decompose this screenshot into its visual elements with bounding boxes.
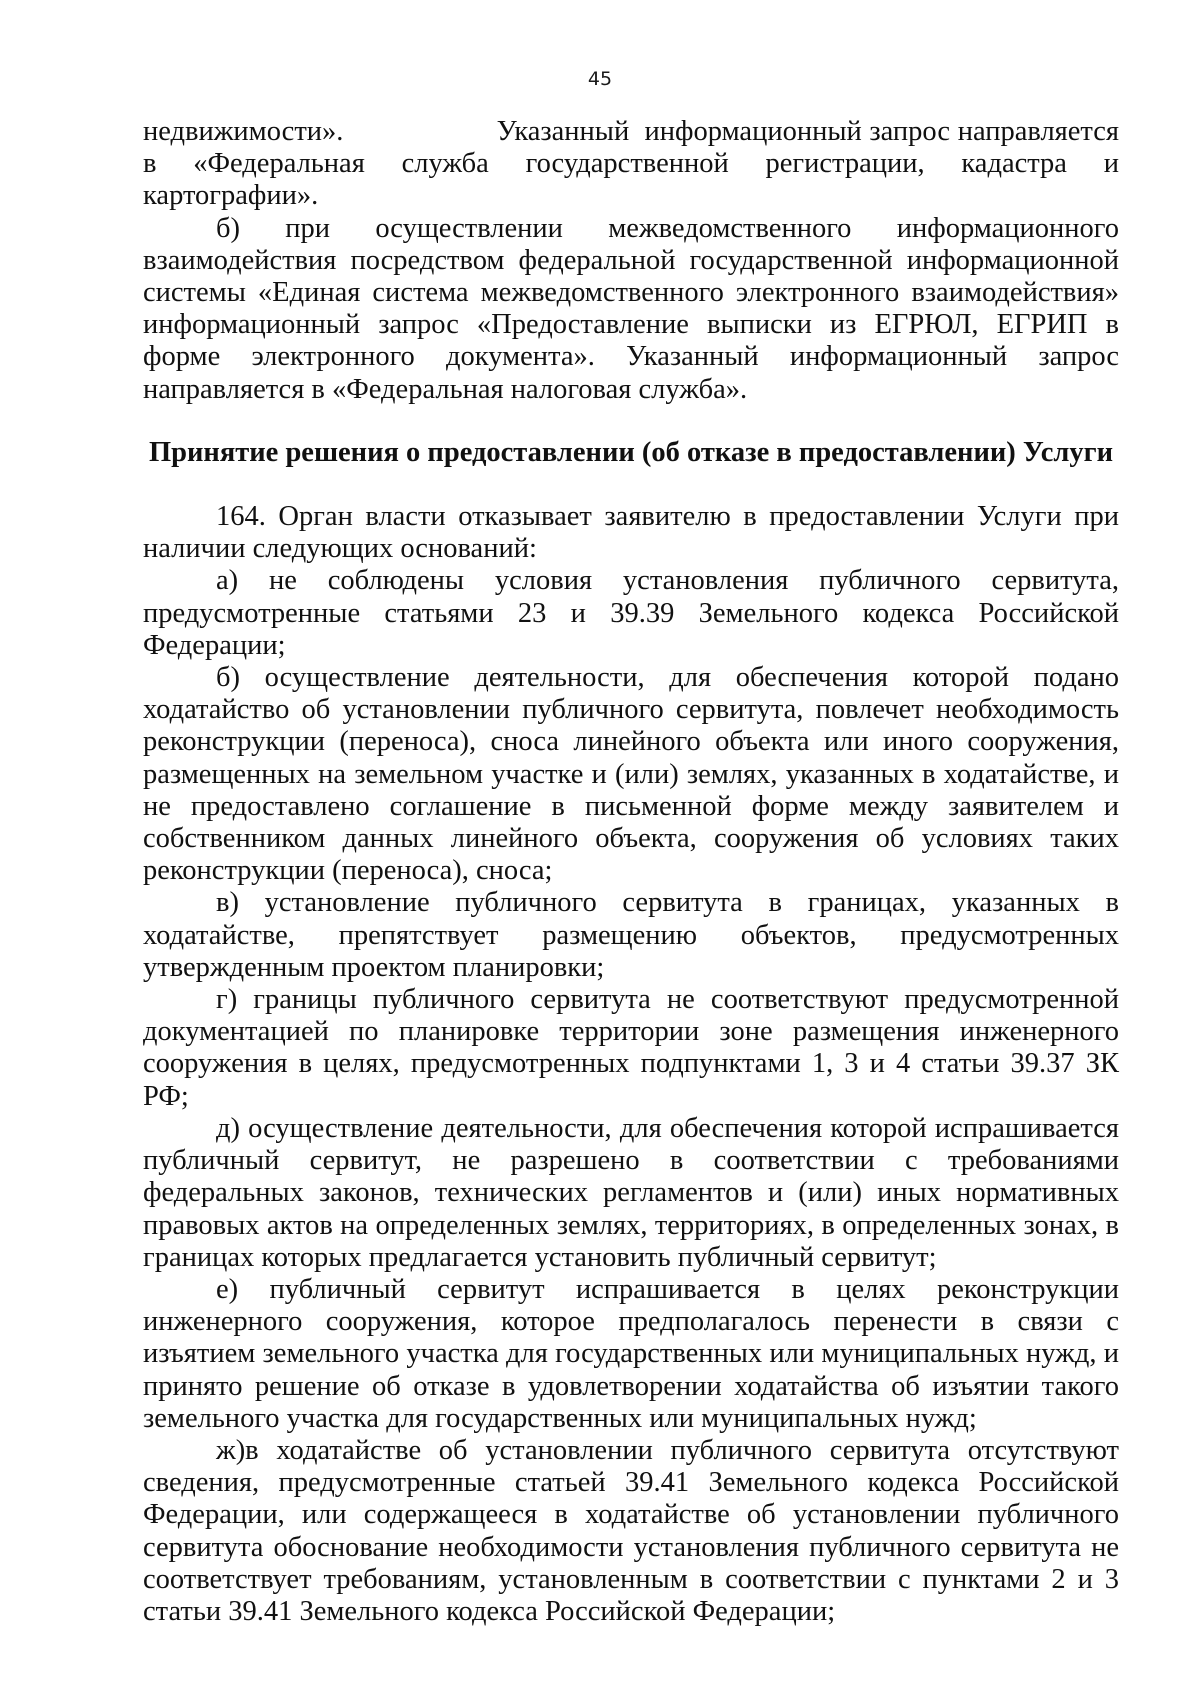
paragraph-item-e: е) публичный сервитут испрашивается в целях реконструкции инженерного сооружения, которое предполагалось перенести в связи с изъятием земельного участка для государственных или муниципальных нужд, и принято решение об отказе в удовлетворении ходатайства об изъятии такого земельного участка для государственных или муниципальных нужд; bbox=[143, 1273, 1119, 1434]
paragraph-continuation: недвижимости». Указанный информационный запрос направляется в «Федеральная служба государственной регистрации, кадастра и картографии». bbox=[143, 116, 1127, 212]
paragraph-item-b: б) осуществление деятельности, для обеспечения которой подано ходатайство об установлении публичного сервитута, повлечет необходимость реконструкции (переноса), сноса линейного объекта или иного сооружения, размещенных на земельном участке и (или) землях, указанных в ходатайстве, и не предоставлено соглашение в письменной форме между заявителем и собственником данных линейного объекта, сооружения об условиях таких реконструкции (переноса), сноса; bbox=[143, 662, 1119, 887]
section-heading: Принятие решения о предоставлении (об отказе в предоставлении) Услуги bbox=[148, 436, 1113, 468]
paragraph-item-d: д) осуществление деятельности, для обеспечения которой испрашивается публичный сервитут, не разрешено в соответствии с требованиями федеральных законов, технических регламентов и (или) иных нормативных правовых актов на определенных землях, территориях, в определенных зонах, в границах которых предлагается установить публичный сервитут; bbox=[143, 1112, 1119, 1273]
paragraph-item-b-intro: б) при осуществлении межведомственного информационного взаимодействия посредством федеральной государственной информационной системы «Единая система межведомственного электронного взаимодействия» информационный запрос «Предоставление выписки из ЕГРЮЛ, ЕГРИП в форме электронного документа». Указанный информационный запрос направляется в «Федеральная налоговая служба». bbox=[143, 212, 1119, 405]
document-body bbox=[143, 116, 1127, 1628]
page-number: 45 bbox=[587, 68, 613, 90]
paragraph-item-g: г) границы публичного сервитута не соответствуют предусмотренной документацией по планировке территории зоне размещения инженерного сооружения в целях, предусмотренных подпунктами 1, 3 и 4 статьи 39.37 ЗК РФ; bbox=[143, 984, 1119, 1112]
paragraph-item-zh: ж)в ходатайстве об установлении публичного сервитута отсутствуют сведения, предусмотренные статьей 39.41 Земельного кодекса Российской Федерации, или содержащееся в ходатайстве об установлении публичного сервитута обоснование необходимости установления публичного сервитута не соответствует требованиям, установленным в соответствии с пунктами 2 и 3 статьи 39.41 Земельного кодекса Российской Федерации; bbox=[143, 1434, 1119, 1627]
paragraph-item-a: а) не соблюдены условия установления публичного сервитута, предусмотренные статьями 23 и 39.39 Земельного кодекса Российской Федерации; bbox=[143, 565, 1119, 661]
paragraph-item-v: в) установление публичного сервитута в границах, указанных в ходатайстве, препятствует размещению объектов, предусмотренных утвержденным проектом планировки; bbox=[143, 887, 1119, 983]
paragraph-164: 164. Орган власти отказывает заявителю в предоставлении Услуги при наличии следующих оснований: bbox=[143, 501, 1119, 565]
